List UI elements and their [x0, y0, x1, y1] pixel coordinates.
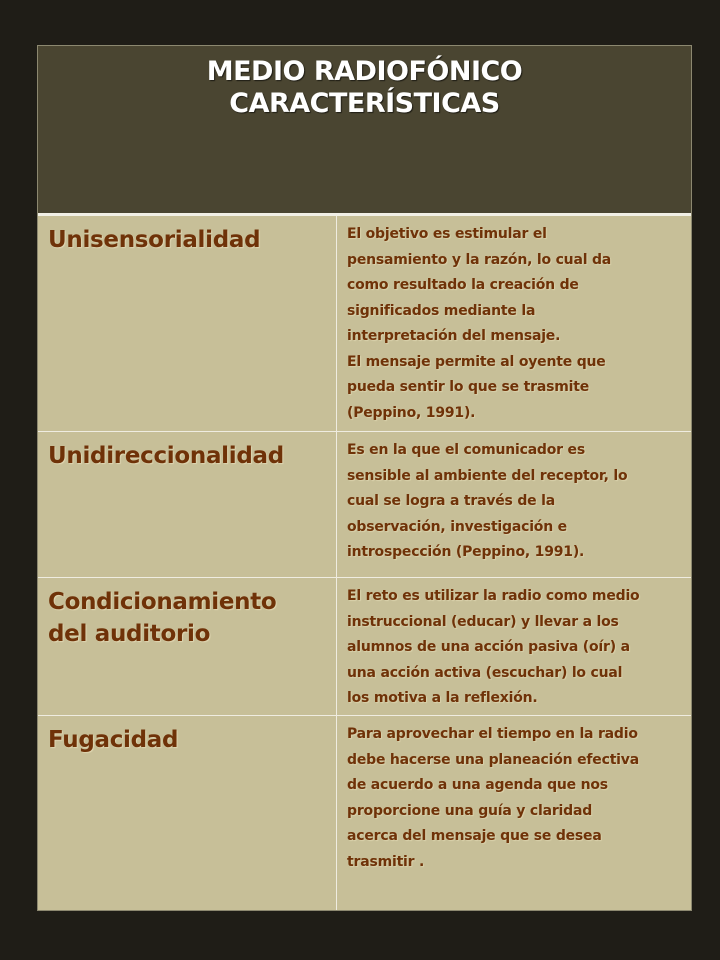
description-line: significados mediante la — [347, 302, 536, 319]
term-line: Unisensorialidad — [48, 227, 261, 253]
term-line: Fugacidad — [48, 727, 179, 753]
title-line-2: CARACTERÍSTICAS — [229, 88, 500, 119]
table-row-unidireccionalidad — [38, 432, 691, 578]
table-row-condicionamiento — [38, 578, 691, 716]
term-label — [48, 440, 333, 472]
description-line: instruccional (educar) y llevar a los — [347, 613, 619, 630]
description-line: (Peppino, 1991). — [347, 404, 476, 421]
term-cell — [38, 432, 337, 577]
term-label — [48, 586, 333, 650]
description-line: introspección (Peppino, 1991). — [347, 544, 585, 560]
description-line: El reto es utilizar la radio como medio — [347, 588, 640, 604]
term-line: Condicionamiento — [48, 589, 277, 615]
term-line: Unidireccionalidad — [48, 443, 284, 469]
description-line: los motiva a la reflexión. — [347, 690, 538, 706]
description-text — [347, 438, 687, 566]
term-cell — [38, 578, 337, 715]
term-cell — [38, 216, 337, 431]
table-row-fugacidad — [38, 716, 691, 910]
table-row-unisensorialidad — [38, 216, 691, 432]
description-line: observación, investigación e — [347, 518, 567, 535]
term-line: del auditorio — [48, 621, 211, 647]
description-text — [347, 584, 687, 712]
title-line-1: MEDIO RADIOFÓNICO — [206, 56, 523, 87]
description-line: Es en la que el comunicador es — [347, 442, 585, 458]
characteristics-table — [37, 45, 692, 911]
description-line: como resultado la creación de — [347, 277, 579, 293]
description-line: El mensaje permite al oyente que — [347, 353, 606, 370]
description-cell — [337, 216, 691, 431]
description-line: pensamiento y la razón, lo cual da — [347, 251, 612, 268]
description-line: acerca del mensaje que se desea — [347, 828, 602, 844]
table-header — [38, 46, 691, 216]
description-line: pueda sentir lo que se trasmite — [347, 379, 589, 395]
description-line: proporcione una guía y claridad — [347, 802, 593, 819]
description-text — [347, 722, 687, 875]
description-line: alumnos de una acción pasiva (oír) a — [347, 639, 630, 655]
term-cell — [38, 716, 337, 910]
description-line: Para aprovechar el tiempo en la radio — [347, 726, 638, 742]
description-line: El objetivo es estimular el — [347, 226, 547, 242]
description-text — [347, 222, 687, 426]
term-label — [48, 724, 333, 756]
description-line: debe hacerse una planeación efectiva — [347, 751, 639, 768]
description-line: interpretación del mensaje. — [347, 328, 561, 344]
description-line: una acción activa (escuchar) lo cual — [347, 664, 623, 681]
description-cell — [337, 578, 691, 715]
description-cell — [337, 716, 691, 910]
description-cell — [337, 432, 691, 577]
term-label — [48, 224, 333, 256]
slide-title — [38, 56, 691, 120]
description-line: trasmitir . — [347, 853, 425, 870]
description-line: cual se logra a través de la — [347, 493, 555, 509]
description-line: de acuerdo a una agenda que nos — [347, 777, 608, 793]
description-line: sensible al ambiente del receptor, lo — [347, 467, 628, 484]
